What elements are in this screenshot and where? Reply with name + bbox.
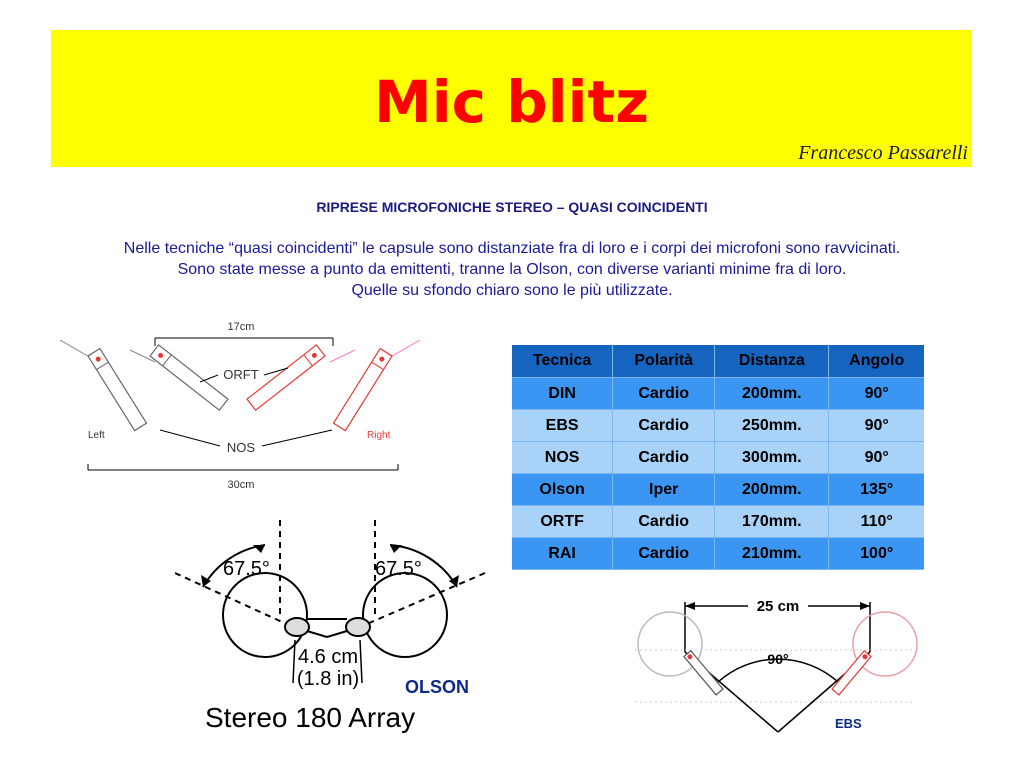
intro-text — [0, 238, 1024, 301]
right-label: Right — [367, 430, 391, 441]
table-row — [512, 378, 924, 410]
table-row — [512, 538, 924, 570]
dimension-17cm: 17cm — [227, 321, 255, 333]
cell-distanza: 170mm. — [715, 506, 829, 538]
dimension-30cm: 30cm — [227, 479, 255, 491]
intro-line-2: Sono state messe a punto da emittenti, tranne la Olson, con diverse varianti minime fra di loro. — [177, 261, 847, 278]
cell-polarita: Cardio — [613, 378, 715, 410]
olson-angle-right: 67.5° — [375, 558, 422, 580]
ebs-diagram — [630, 592, 920, 742]
cell-distanza: 200mm. — [715, 474, 829, 506]
header-angolo: Angolo — [829, 345, 924, 378]
cell-angolo: 90° — [829, 378, 924, 410]
cell-polarita: Cardio — [613, 538, 715, 570]
section-heading: RIPRESE MICROFONICHE STEREO – QUASI COINCIDENTI — [316, 199, 708, 215]
cell-distanza: 210mm. — [715, 538, 829, 570]
cell-distanza: 200mm. — [715, 378, 829, 410]
cell-angolo: 90° — [829, 442, 924, 474]
table-row — [512, 442, 924, 474]
cell-tecnica: ORTF — [512, 506, 613, 538]
cell-angolo: 90° — [829, 410, 924, 442]
olson-brand: OLSON — [405, 677, 470, 697]
title-banner — [51, 30, 972, 167]
ebs-distance: 25 cm — [756, 598, 800, 615]
cell-angolo: 100° — [829, 538, 924, 570]
cell-tecnica: RAI — [512, 538, 613, 570]
olson-angle-left: 67.5° — [223, 558, 270, 580]
olson-caption: Stereo 180 Array — [205, 702, 416, 733]
cell-distanza: 300mm. — [715, 442, 829, 474]
cell-angolo: 110° — [829, 506, 924, 538]
left-label: Left — [88, 430, 105, 441]
header-polarita: Polarità — [613, 345, 715, 378]
cell-polarita: Iper — [613, 474, 715, 506]
orft-label: ORFT — [223, 367, 259, 382]
techniques-table — [512, 345, 924, 570]
olson-diagram — [175, 515, 495, 737]
table-row — [512, 506, 924, 538]
table-row — [512, 410, 924, 442]
cell-polarita: Cardio — [613, 442, 715, 474]
author-name: Francesco Passarelli — [798, 142, 968, 164]
olson-distance-cm: 4.6 cm — [297, 646, 359, 668]
header-distanza: Distanza — [715, 345, 829, 378]
cell-tecnica: Olson — [512, 474, 613, 506]
cell-polarita: Cardio — [613, 410, 715, 442]
table-header-row — [512, 345, 924, 378]
cell-polarita: Cardio — [613, 506, 715, 538]
olson-distance-in: (1.8 in) — [296, 668, 360, 690]
cell-distanza: 250mm. — [715, 410, 829, 442]
intro-line-1: Nelle tecniche “quasi coincidenti” le capsule sono distanziate fra di loro e i corpi dei microfoni sono ravvicinati. — [123, 240, 901, 257]
nos-label: NOS — [226, 440, 256, 455]
ebs-angle: 90° — [767, 651, 789, 667]
header-tecnica: Tecnica — [512, 345, 613, 378]
cell-tecnica: EBS — [512, 410, 613, 442]
intro-line-3: Quelle su sfondo chiaro sono le più utilizzate. — [351, 282, 673, 299]
orft-nos-diagram — [60, 318, 420, 498]
cell-tecnica: NOS — [512, 442, 613, 474]
cell-tecnica: DIN — [512, 378, 613, 410]
page-title: Mic blitz — [374, 68, 649, 136]
ebs-label: EBS — [835, 716, 862, 731]
cell-angolo: 135° — [829, 474, 924, 506]
table-row — [512, 474, 924, 506]
